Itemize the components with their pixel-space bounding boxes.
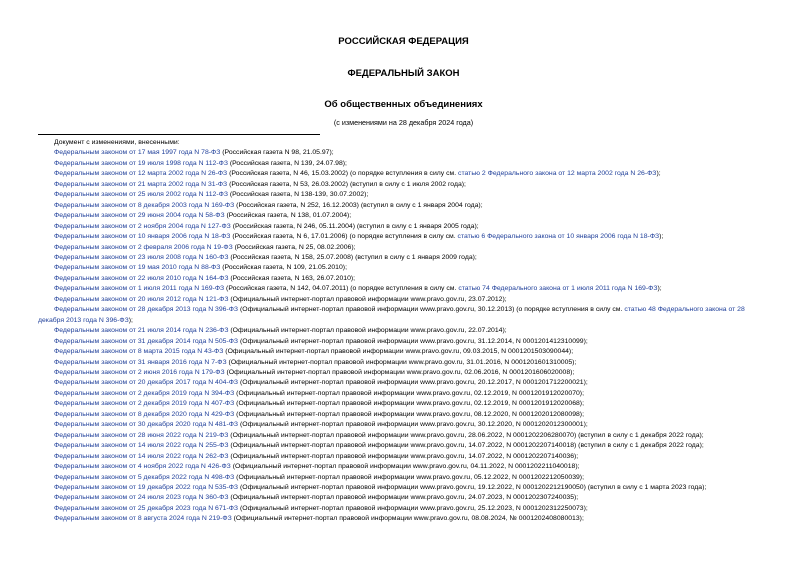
amendment-law-link[interactable]: Федеральным законом от 21 июля 2014 года N 236-ФЗ (54, 327, 229, 335)
amendment-law-link[interactable]: Федеральным законом от 4 ноября 2022 года N 426-ФЗ (54, 463, 231, 471)
amendment-source: (Официальный интернет-портал правовой информации www.pravo.gov.ru, 02.06.2016, N 0001201606020008); (224, 368, 575, 376)
amendment-source: (Официальный интернет-портал правовой информации www.pravo.gov.ru, 30.12.2013) (о порядке вступления в силу см. (238, 306, 625, 314)
amendment-law-link[interactable]: Федеральным законом от 24 июля 2023 года N 360-ФЗ (54, 494, 229, 502)
amendment-item (38, 159, 772, 169)
amendment-item (38, 431, 772, 441)
amendment-source: (Официальный интернет-портал правовой информации www.pravo.gov.ru, 31.01.2016, N 0001201601310005); (226, 358, 577, 366)
amendment-law-link[interactable]: Федеральным законом от 5 декабря 2022 года N 498-ФЗ (54, 473, 235, 481)
amendment-law-link[interactable]: Федеральным законом от 25 июля 2002 года N 112-ФЗ (54, 191, 228, 199)
amendment-source: (Официальный интернет-портал правовой информации www.pravo.gov.ru, 08.08.2024, № 0001202408080013); (231, 515, 584, 523)
amendment-law-link[interactable]: Федеральным законом от 31 января 2016 года N 7-ФЗ (54, 358, 227, 366)
amendment-item (38, 284, 772, 294)
amendment-law-link[interactable]: Федеральным законом от 28 декабря 2013 года N 396-ФЗ (54, 306, 239, 314)
amendment-source: (Официальный интернет-портал правовой информации www.pravo.gov.ru, 09.03.2015, N 0001201503090044); (223, 348, 574, 356)
amendment-law-link[interactable]: Федеральным законом от 14 июля 2022 года N 255-ФЗ (54, 442, 229, 450)
amendment-item (38, 389, 772, 399)
amendment-suffix: ); (657, 285, 662, 293)
amendment-law-link[interactable]: Федеральным законом от 28 июня 2022 года N 219-ФЗ (54, 431, 229, 439)
amendment-item (38, 274, 772, 284)
amendment-source: (Официальный интернет-портал правовой информации www.pravo.gov.ru, 05.12.2022, N 0001202212050039); (234, 473, 584, 481)
amendment-law-link[interactable]: Федеральным законом от 8 декабря 2003 года N 169-ФЗ (54, 201, 235, 209)
amendment-source: (Российская газета, N 138, 01.07.2004); (224, 212, 352, 220)
amendment-source: (Российская газета, N 246, 05.11.2004) (вступил в силу с 1 января 2005 года); (230, 222, 479, 230)
amendment-item (38, 493, 772, 503)
amendments-list (38, 138, 772, 525)
amendment-source: (Официальный интернет-портал правовой информации www.pravo.gov.ru, 20.12.2017, N 0001201712200021); (238, 379, 588, 387)
amendment-article-link[interactable]: статью 48 Федерального закона от 28 декабря 2013 года N 396-ФЗ (38, 306, 745, 324)
amendment-suffix: ); (659, 233, 664, 241)
amendment-law-link[interactable]: Федеральным законом от 2 декабря 2019 года N 394-ФЗ (54, 389, 235, 397)
amendment-article-link[interactable]: статью 74 Федерального закона от 1 июля 2011 года N 169-ФЗ (458, 285, 658, 293)
amendment-source: (Официальный интернет-портал правовой информации www.pravo.gov.ru, 04.11.2022, N 0001202211040018); (230, 463, 580, 471)
amendment-law-link[interactable]: Федеральным законом от 8 декабря 2020 года N 429-ФЗ (54, 410, 235, 418)
amendment-item (38, 347, 772, 357)
amendment-source: (Официальный интернет-портал правовой информации www.pravo.gov.ru, 23.07.2012); (228, 295, 507, 303)
amendment-item (38, 253, 772, 263)
amendment-law-link[interactable]: Федеральным законом от 31 декабря 2014 года N 505-ФЗ (54, 337, 239, 345)
amendment-source: (Официальный интернет-портал правовой информации www.pravo.gov.ru, 14.07.2022, N 0001202207140036); (228, 452, 579, 460)
amendment-item (38, 232, 772, 242)
amendment-source: (Официальный интернет-портал правовой информации www.pravo.gov.ru, 30.12.2020, N 0001202012300001); (238, 421, 588, 429)
amendment-article-link[interactable]: статью 2 Федерального закона от 12 марта 2002 года N 26-ФЗ (458, 170, 657, 178)
amendment-item (38, 263, 772, 273)
amendment-source: (Российская газета, N 25, 08.02.2006); (232, 243, 356, 251)
amendment-suffix: ); (656, 170, 661, 178)
amendment-source: (Российская газета, N 53, 26.03.2002) (вступил в силу с 1 июля 2002 года); (227, 180, 466, 188)
amendment-source: (Официальный интернет-портал правовой информации www.pravo.gov.ru, 31.12.2014, N 0001201412310099); (238, 337, 588, 345)
amendment-item (38, 462, 772, 472)
amendment-law-link[interactable]: Федеральным законом от 8 августа 2024 года N 219-ФЗ (54, 515, 232, 523)
amendment-item (38, 201, 772, 211)
amendment-law-link[interactable]: Федеральным законом от 17 мая 1997 года N 78-ФЗ (54, 149, 221, 157)
amendment-law-link[interactable]: Федеральным законом от 29 июня 2004 года N 58-ФЗ (54, 212, 225, 220)
amendment-law-link[interactable]: Федеральным законом от 2 февраля 2006 года N 19-ФЗ (54, 243, 233, 251)
amendment-law-link[interactable]: Федеральным законом от 12 марта 2002 года N 26-ФЗ (54, 170, 228, 178)
amendments-intro: Документ с изменениями, внесенными: (54, 139, 180, 146)
amendment-source: (Российская газета, N 252, 16.12.2003) (вступил в силу с 1 января 2004 года); (234, 201, 483, 209)
law-revision-note: (с изменениями на 28 декабря 2024 года) (333, 118, 474, 127)
amendment-source: (Официальный интернет-портал правовой информации www.pravo.gov.ru, 08.12.2020, N 0001202012080098); (234, 410, 584, 418)
amendment-source: (Российская газета, N 109, 21.05.2010); (220, 264, 347, 272)
amendment-suffix: ); (128, 316, 133, 324)
amendment-law-link[interactable]: Федеральным законом от 10 января 2006 года N 18-ФЗ (54, 233, 231, 241)
amendment-source: (Официальный интернет-портал правовой информации www.pravo.gov.ru, 02.12.2019, N 0001201912020070); (234, 389, 584, 397)
amendment-law-link[interactable]: Федеральным законом от 20 декабря 2017 года N 404-ФЗ (54, 379, 239, 387)
amendment-item (38, 399, 772, 409)
amendment-law-link[interactable]: Федеральным законом от 25 декабря 2023 года N 671-ФЗ (54, 504, 239, 512)
amendment-item (38, 190, 772, 200)
amendment-source: (Российская газета, N 142, 04.07.2011) (о порядке вступления в силу см. (224, 285, 459, 293)
amendment-source: (Российская газета N 98, 21.05.97); (220, 149, 334, 157)
amendment-item (38, 483, 772, 493)
law-type-heading: ФЕДЕРАЛЬНЫЙ ЗАКОН (347, 68, 460, 79)
amendment-law-link[interactable]: Федеральным законом от 14 июля 2022 года N 262-ФЗ (54, 452, 229, 460)
amendment-article-link[interactable]: статью 6 Федерального закона от 10 января 2006 года N 18-ФЗ (457, 233, 660, 241)
amendment-law-link[interactable]: Федеральным законом от 20 июля 2012 года N 121-ФЗ (54, 295, 229, 303)
amendment-law-link[interactable]: Федеральным законом от 8 марта 2015 года N 43-ФЗ (54, 348, 224, 356)
amendment-source: (Российская газета, N 46, 15.03.2002) (о порядке вступления в силу см. (227, 170, 459, 178)
amendment-item (38, 295, 772, 305)
amendment-source: (Официальный интернет-портал правовой информации www.pravo.gov.ru, 19.12.2022, N 0001202212190050) (вступил в силу с 1 марта 2023 года); (238, 483, 707, 491)
amendment-item (38, 368, 772, 378)
amendment-source: (Российская газета, N 163, 26.07.2010); (228, 274, 356, 282)
amendment-source: (Российская газета, N 6, 17.01.2006) (о порядке вступления в силу см. (230, 233, 458, 241)
country-heading: РОССИЙСКАЯ ФЕДЕРАЦИЯ (338, 36, 469, 47)
amendment-item (38, 180, 772, 190)
amendment-item (38, 243, 772, 253)
amendment-item (38, 326, 772, 336)
amendment-law-link[interactable]: Федеральным законом от 30 декабря 2020 года N 481-ФЗ (54, 421, 239, 429)
amendment-item (38, 504, 772, 514)
amendment-item (38, 441, 772, 451)
amendment-item (38, 337, 772, 347)
amendment-source: (Официальный интернет-портал правовой информации www.pravo.gov.ru, 28.06.2022, N 0001202206280070) (вступил в силу с 1 декабря 2022 года); (228, 431, 704, 439)
amendment-item (38, 169, 772, 179)
amendment-law-link[interactable]: Федеральным законом от 1 июля 2011 года N 169-ФЗ (54, 285, 225, 293)
amendment-source: (Официальный интернет-портал правовой информации www.pravo.gov.ru, 22.07.2014); (228, 327, 507, 335)
amendment-item (38, 305, 772, 326)
amendment-law-link[interactable]: Федеральным законом от 2 июня 2016 года N 179-ФЗ (54, 368, 225, 376)
amendment-law-link[interactable]: Федеральным законом от 2 декабря 2019 года N 407-ФЗ (54, 400, 235, 408)
amendment-law-link[interactable]: Федеральным законом от 19 декабря 2022 года N 535-ФЗ (54, 483, 239, 491)
amendment-item (38, 410, 772, 420)
amendment-source: (Официальный интернет-портал правовой информации www.pravo.gov.ru, 02.12.2019, N 0001201912020068); (234, 400, 584, 408)
amendment-item (38, 211, 772, 221)
amendment-item (38, 452, 772, 462)
amendment-law-link[interactable]: Федеральным законом от 19 июля 1998 года N 112-ФЗ (54, 159, 228, 167)
amendment-source: (Официальный интернет-портал правовой информации www.pravo.gov.ru, 14.07.2022, N 0001202207140018) (вступил в силу с 1 декабря 2022 года); (228, 442, 704, 450)
amendment-item (38, 473, 772, 483)
amendment-item (38, 148, 772, 158)
amendment-source: (Российская газета, N 139, 24.07.98); (227, 159, 347, 167)
amendment-law-link[interactable]: Федеральным законом от 23 июля 2008 года N 160-ФЗ (54, 253, 229, 261)
amendment-item (38, 358, 772, 368)
amendment-item (38, 514, 772, 524)
law-title: Об общественных объединениях (324, 99, 483, 110)
amendment-law-link[interactable]: Федеральным законом от 19 мая 2010 года N 88-ФЗ (54, 264, 221, 272)
amendment-law-link[interactable]: Федеральным законом от 21 марта 2002 года N 31-ФЗ (54, 180, 228, 188)
amendment-law-link[interactable]: Федеральным законом от 22 июля 2010 года N 164-ФЗ (54, 274, 229, 282)
divider (38, 134, 320, 135)
amendment-source: (Российская газета, N 138-139, 30.07.2002); (227, 191, 369, 199)
amendment-source: (Официальный интернет-портал правовой информации www.pravo.gov.ru, 25.12.2023, N 0001202312250073); (238, 504, 588, 512)
amendment-source: (Российская газета, N 158, 25.07.2008) (вступил в силу с 1 января 2009 года); (228, 253, 477, 261)
amendment-law-link[interactable]: Федеральным законом от 2 ноября 2004 года N 127-ФЗ (54, 222, 231, 230)
amendment-item (38, 222, 772, 232)
amendment-source: (Официальный интернет-портал правовой информации www.pravo.gov.ru, 24.07.2023, N 0001202307240035); (228, 494, 579, 502)
amendment-item (38, 378, 772, 388)
amendment-item (38, 420, 772, 430)
